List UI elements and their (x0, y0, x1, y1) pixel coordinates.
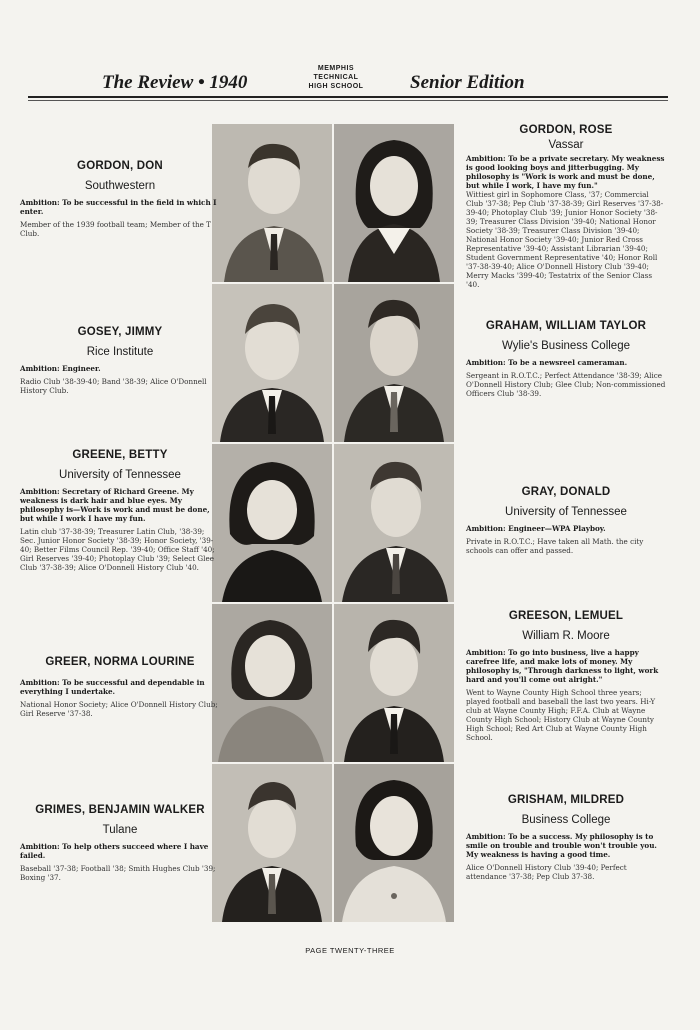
portrait-photo (212, 124, 332, 282)
page-header (28, 66, 668, 100)
student-activities: National Honor Society; Alice O'Donnell History Club; Girl Reserve '37-38. (20, 700, 218, 718)
school-name-line: MEMPHIS (317, 65, 355, 72)
student-activities: Went to Wayne County High School three years; played football and baseball the last two years. Hi-Y club at Wayne County High; F.F.A. Club at Wayne County High School; History Club at Wayne County High School; Red Art Club at Wayne County High School. (466, 688, 656, 742)
student-entry (20, 449, 220, 572)
portrait-photo (212, 604, 332, 762)
student-entry (466, 610, 666, 742)
student-ambition: Ambition: Secretary of Richard Greene. My weakness is dark hair and blue eyes. My philosophy is—Work is work and must be done, but while I work I have my fun. (20, 487, 210, 523)
student-ambition: Ambition: Engineer. (20, 364, 101, 373)
student-entry (20, 326, 220, 395)
student-name: GRAY, DONALD (521, 486, 611, 498)
student-entry (466, 794, 666, 881)
student-college: Rice Institute (86, 346, 154, 358)
portrait-photo (212, 764, 332, 922)
student-name: GRIMES, BENJAMIN WALKER (35, 804, 205, 816)
student-name: GREESON, LEMUEL (508, 610, 624, 622)
student-name: GORDON, ROSE (519, 124, 613, 136)
student-entry (466, 124, 666, 289)
yearbook-title: The Review • 1940 (102, 72, 248, 93)
student-ambition: Ambition: To be successful and dependable in everything I undertake. (20, 678, 205, 696)
student-ambition: Ambition: To be a success. My philosophy is to smile on trouble and trouble won't trouble you. My weakness is having a good time. (466, 832, 657, 859)
school-name (296, 64, 376, 91)
portrait-photo (334, 604, 454, 762)
student-entry (20, 656, 220, 718)
student-activities: Member of the 1939 football team; Member of the T Club. (20, 220, 211, 238)
student-activities: Wittiest girl in Sophomore Class, '37; Commercial Club '37-38; Pep Club '37-38-39; Girl Reserves '37-38-39-40; Photoplay Club '39; Junior Honor Society '38-39; Treasurer Class Division '39-40; National Honor Society '38-39; Treasurer Class Division '39-40; National Honor Society '39-40; Junior Red Cross Representative '39-40; Assistant Librarian '39-40; Student Government Representative '40; Honor Roll '37-38-39-40; Alice O'Donnell History Club '39-40; Merry Macks '399-40; Testatrix of the Senior Class '40. (466, 190, 664, 289)
student-college: Vassar (548, 139, 584, 151)
student-ambition: Ambition: To help others succeed where I have failed. (20, 842, 209, 860)
student-entry (466, 320, 666, 398)
portrait-photo (212, 284, 332, 442)
student-entry (20, 804, 220, 882)
student-college: Business College (521, 814, 611, 826)
student-ambition: Ambition: To be a newsreel cameraman. (466, 358, 628, 367)
student-college: William R. Moore (522, 630, 610, 642)
portrait-photo (334, 284, 454, 442)
school-name-line: TECHNICAL (313, 74, 359, 81)
student-name: GREER, NORMA LOURINE (45, 656, 195, 668)
student-activities: Alice O'Donnell History Club '39-40; Perfect attendance '37-38; Pep Club 37-38. (466, 863, 627, 881)
student-entry (466, 486, 666, 555)
student-ambition: Ambition: Engineer—WPA Playboy. (466, 524, 606, 533)
student-ambition: Ambition: To go into business, live a happy carefree life, and make lots of money. My philosophy is, "Through darkness to light, work hard and you'll come out alright." (466, 648, 659, 684)
portrait-photo (334, 764, 454, 922)
student-entry (20, 160, 220, 238)
edition-title: Senior Edition (410, 72, 525, 93)
student-name: GOSEY, JIMMY (77, 326, 163, 338)
student-college: University of Tennessee (59, 469, 181, 481)
student-college: Southwestern (84, 180, 156, 192)
student-name: GRISHAM, MILDRED (507, 794, 625, 806)
student-name: GRAHAM, WILLIAM TAYLOR (485, 320, 647, 332)
student-ambition: Ambition: To be a private secretary. My weakness is good looking boys and jitterbugging. My philosophy is "Work is work and must be done, but while I work, I have my fun." (466, 154, 665, 190)
student-activities: Baseball '37-38; Football '38; Smith Hughes Club '39; Boxing '37. (20, 864, 216, 882)
student-college: University of Tennessee (505, 506, 627, 518)
portrait-photo (334, 444, 454, 602)
student-activities: Radio Club '38-39-40; Band '38-39; Alice O'Donnell History Club. (20, 377, 207, 395)
student-activities: Sergeant in R.O.T.C.; Perfect Attendance '38-39; Alice O'Donnell History Club; Glee Club; Non-commissioned Officers Club '38-39. (466, 371, 666, 398)
student-college: Tulane (102, 824, 138, 836)
student-name: GREENE, BETTY (72, 449, 168, 461)
student-name: GORDON, DON (77, 160, 163, 172)
student-ambition: Ambition: To be successful in the field in which I enter. (20, 198, 217, 216)
school-name-line: HIGH SCHOOL (308, 83, 364, 90)
page-number: PAGE TWENTY-THREE (305, 946, 395, 955)
portrait-photo (334, 124, 454, 282)
header-rule (28, 96, 668, 101)
student-college: Wylie's Business College (501, 340, 630, 352)
student-activities: Latin club '37-38-39; Treasurer Latin Club, '38-39; Sec. Junior Honor Society '38-39; Honor Society, '39-40; Better Films Council Rep. '39-40; Office Staff '40; Girl Reserves '39-40; Photoplay Club '39; Select Glee Club '37-38-39; Alice O'Donnell History Club '40. (20, 527, 215, 572)
student-activities: Private in R.O.T.C.; Have taken all Math. the city schools can offer and passed. (466, 537, 644, 555)
portrait-photo (212, 444, 332, 602)
